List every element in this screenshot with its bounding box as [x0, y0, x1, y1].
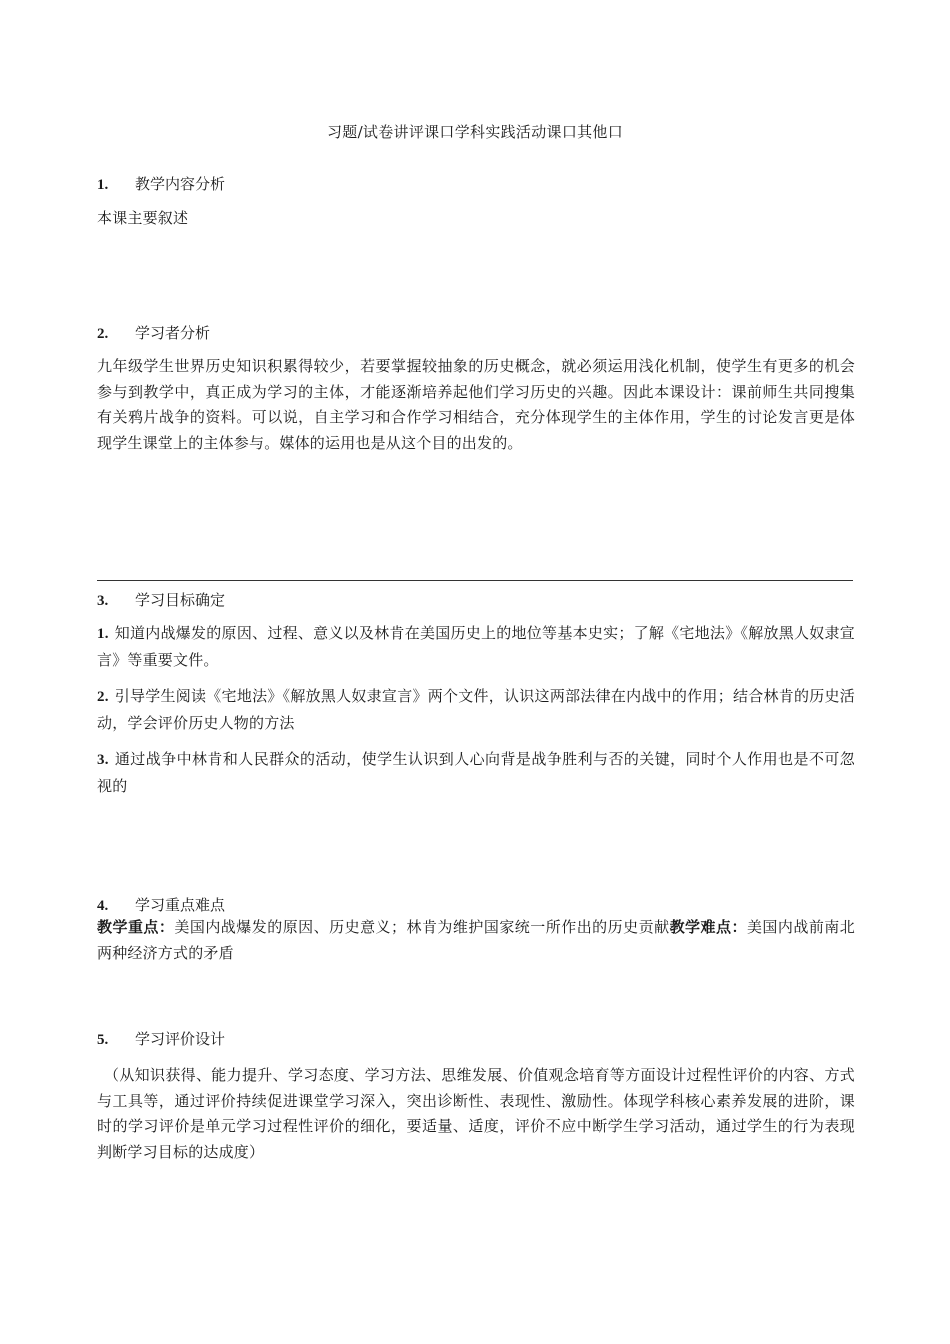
goal-3	[97, 747, 855, 799]
section-1-body: 本课主要叙述	[97, 209, 189, 227]
section-4-title: 学习重点难点	[135, 896, 226, 914]
key-point-label: 教学重点：	[97, 918, 175, 936]
section-5-heading	[97, 1028, 225, 1049]
section-1-title: 教学内容分析	[135, 175, 226, 193]
section-3-title: 学习目标确定	[135, 591, 226, 609]
goal-1-text: 知道内战爆发的原因、过程、意义以及林肯在美国历史上的地位等基本史实；了解《宅地法》《解放黑人奴隶宣言》等重要文件。	[97, 624, 855, 669]
section-3-heading	[97, 589, 225, 610]
goal-1	[97, 621, 855, 673]
goal-3-number: 3.	[97, 752, 109, 768]
section-5-body: （从知识获得、能力提升、学习态度、学习方法、思维发展、价值观念培育等方面设计过程性评价的内容、方式与工具等，通过评价持续促进课堂学习深入，突出诊断性、表现性、激励性。体现学科核心素养发展的进阶，课时的学习评价是单元学习过程性评价的细化，要适量、适度，评价不应中断学生学习活动，通过学生的行为表现判断学习目标的达成度）	[97, 1066, 855, 1161]
lesson-type-line: 习题/试卷讲评课口学科实践活动课口其他口	[326, 123, 624, 141]
section-2-body: 九年级学生世界历史知识积累得较少，若要掌握较抽象的历史概念，就必须运用浅化机制，使学生有更多的机会参与到教学中，真正成为学习的主体，才能逐渐培养起他们学习历史的兴趣。因此本课设计：课前师生共同搜集有关鸦片战争的资料。可以说，自主学习和合作学习相结合，充分体现学生的主体作用，学生的讨论发言更是体现学生课堂上的主体参与。媒体的运用也是从这个目的出发的。	[97, 357, 855, 452]
section-4-heading	[97, 894, 225, 915]
section-4-number: 4.	[97, 898, 109, 914]
key-point-text: 美国内战爆发的原因、历史意义；林肯为维护国家统一所作出的历史贡献	[174, 918, 670, 936]
difficult-point-text: 美国内战前南北两种经济方式的矛盾	[97, 918, 855, 962]
section-2-heading	[97, 322, 210, 343]
section-2-title: 学习者分析	[135, 324, 211, 342]
goal-2	[97, 684, 855, 736]
section-1-number: 1.	[97, 177, 109, 193]
difficult-point-label: 教学难点：	[669, 918, 747, 936]
section-2-number: 2.	[97, 326, 109, 342]
section-1-heading	[97, 173, 225, 194]
section-5-title: 学习评价设计	[135, 1030, 226, 1048]
key-difficult-points	[97, 915, 855, 966]
section-5-number: 5.	[97, 1032, 109, 1048]
goal-2-text: 引导学生阅读《宅地法》《解放黑人奴隶宣言》两个文件，认识这两部法律在内战中的作用；结合林肯的历史活动，学会评价历史人物的方法	[97, 687, 855, 732]
section-3-number: 3.	[97, 593, 109, 609]
horizontal-divider	[97, 580, 853, 581]
goal-1-number: 1.	[97, 626, 109, 642]
goal-3-text: 通过战争中林肯和人民群众的活动，使学生认识到人心向背是战争胜利与否的关键，同时个人作用也是不可忽视的	[97, 750, 855, 795]
goal-2-number: 2.	[97, 689, 109, 705]
